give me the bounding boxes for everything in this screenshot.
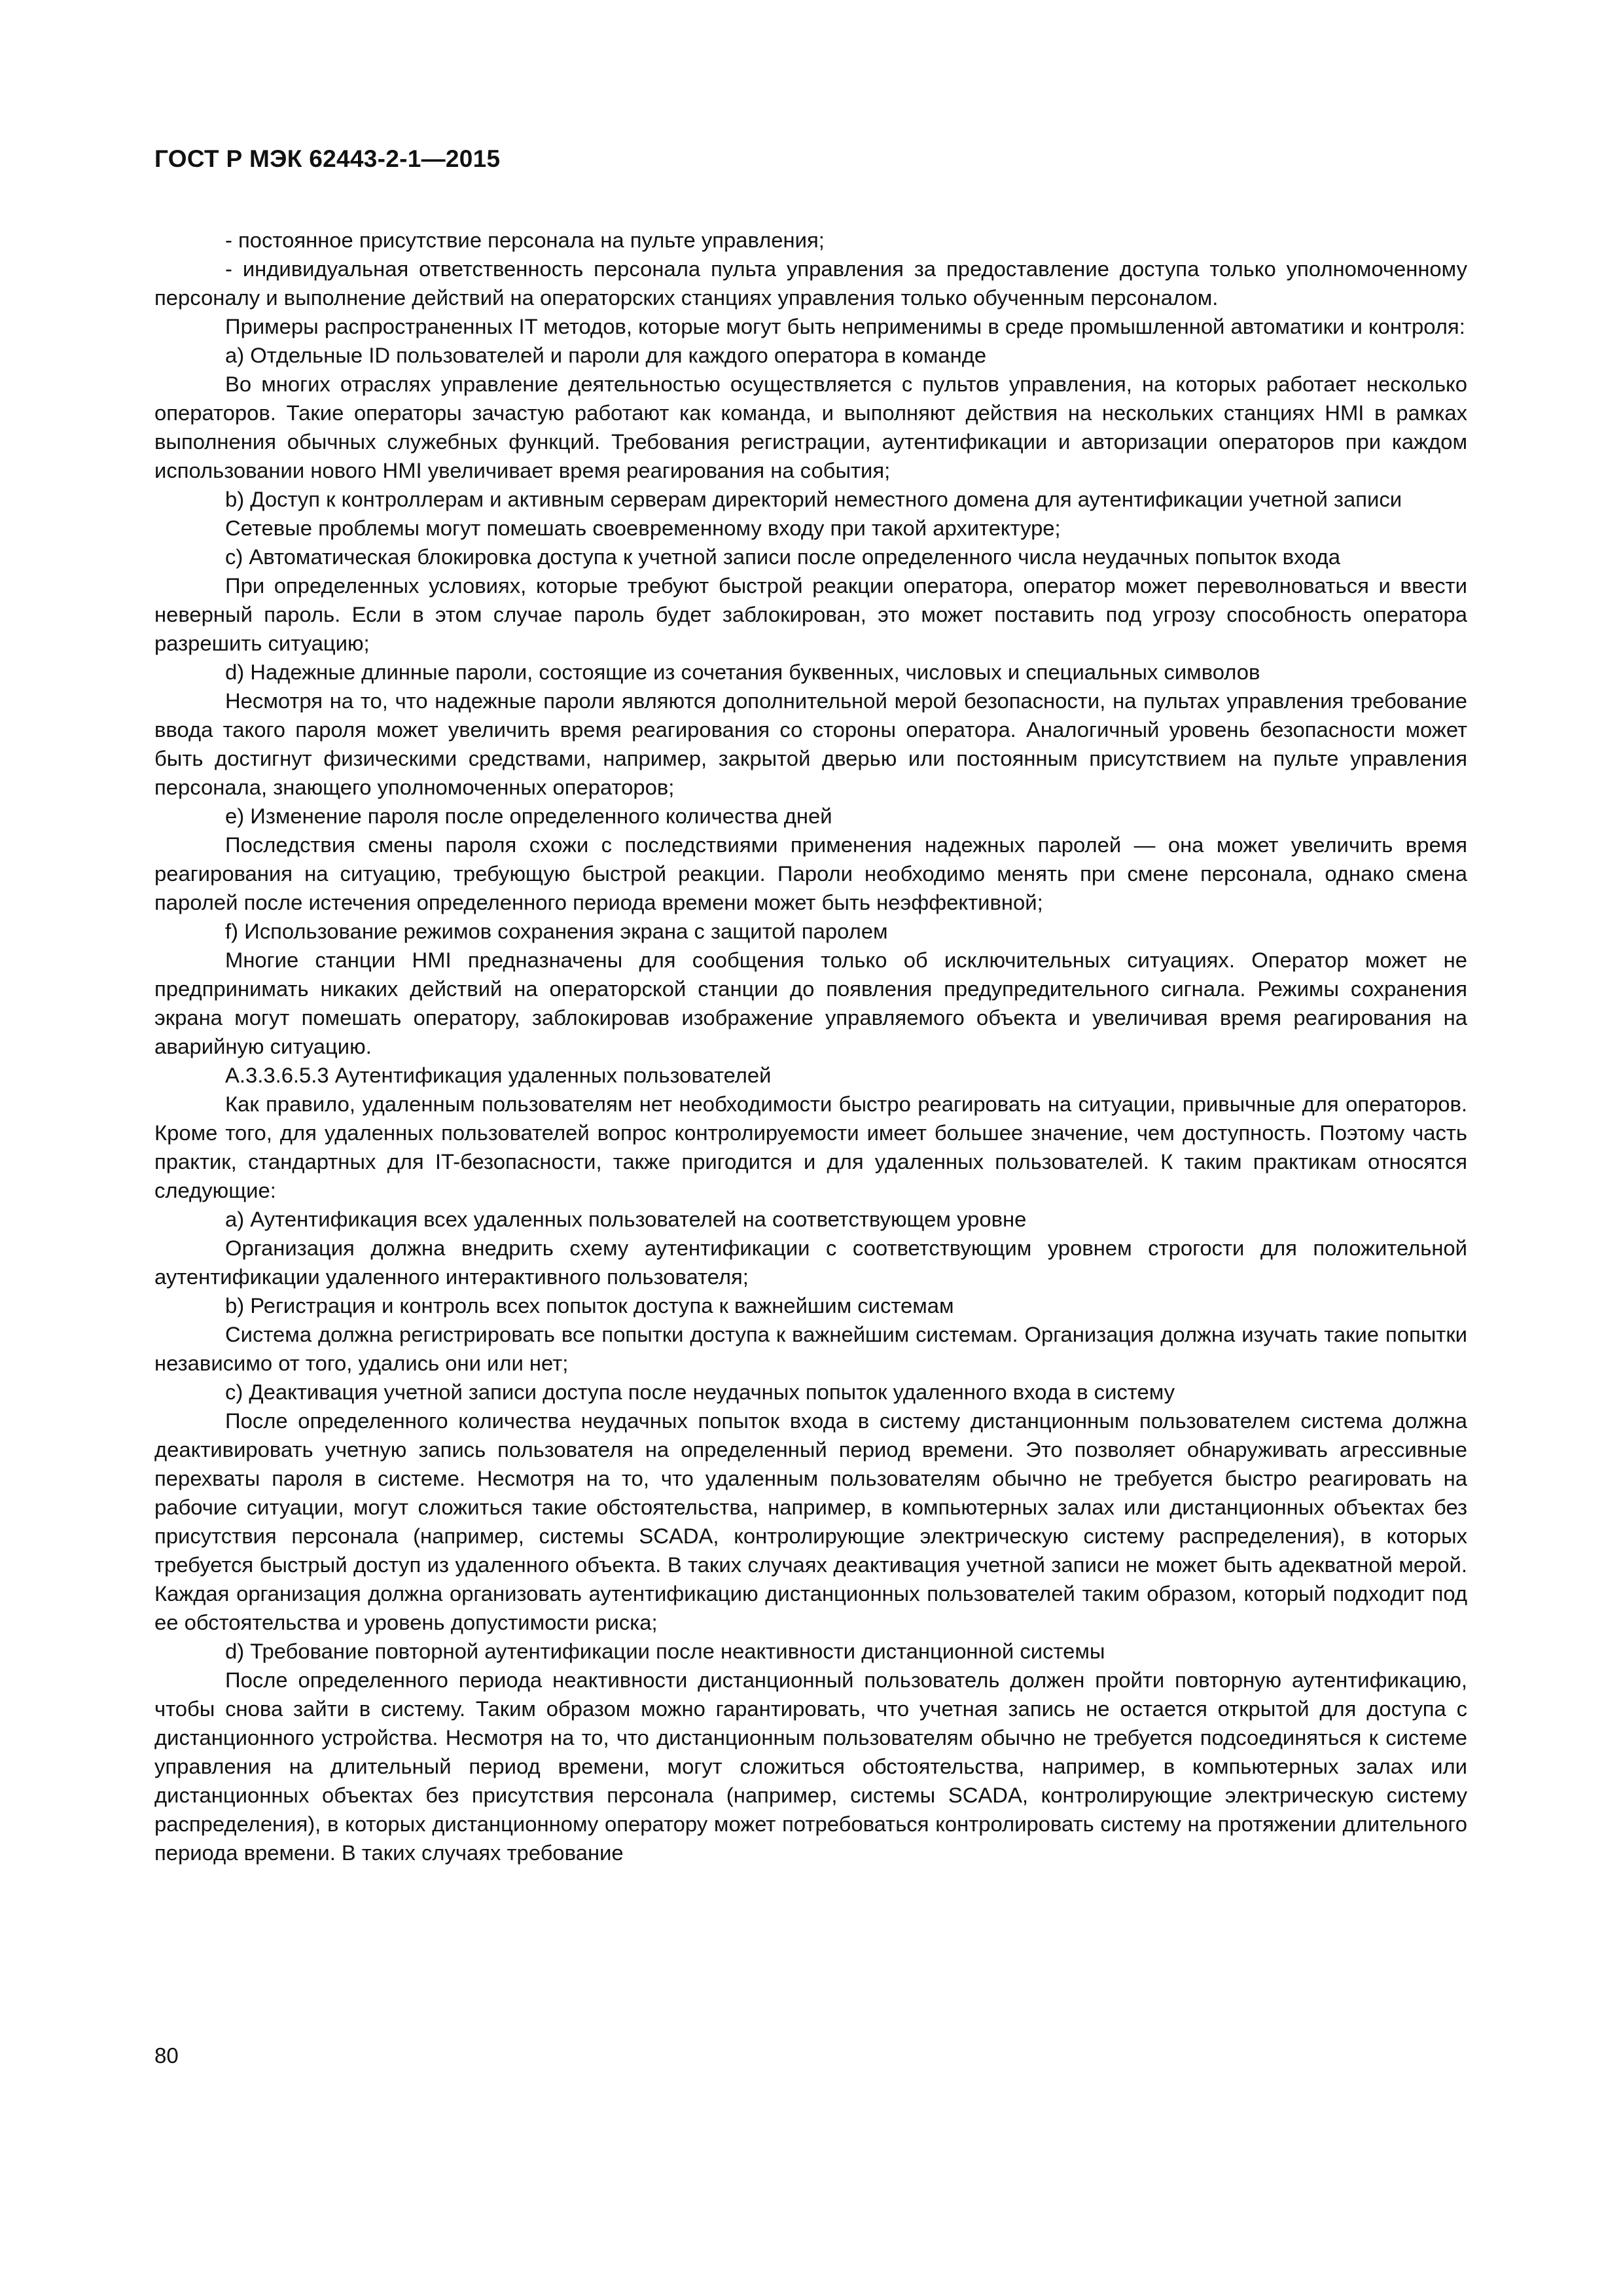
paragraph: Сетевые проблемы могут помешать своевременному входу при такой архитектуре; [225,516,1061,540]
section-heading: А.3.3.6.5.3 Аутентификация удаленных пользователей [225,1063,772,1087]
paragraph: Во многих отраслях управление деятельностью осуществляется с пультов управления, на которых работает несколько операторов. Такие операторы зачастую работают как команда, и выполняют действия на нескольких станциях HMI в рамках выполнения обычных служебных функций. Требования регистрации, аутентификации и авторизации операторов при каждом использовании нового HMI увеличивает время реагирования на события; [154,372,1467,482]
paragraph: - индивидуальная ответственность персонала пульта управления за предоставление доступа только уполномоченному персоналу и выполнение действий на операторских станциях управления только обученным персоналом. [154,257,1467,310]
paragraph: Последствия смены пароля схожи с последствиями применения надежных паролей — она может увеличить время реагирования на ситуацию, требующую быстрой реакции. Пароли необходимо менять при смене персонала, однако смена паролей после истечения определенного периода времени может быть неэффективной; [154,833,1467,914]
list-item-heading: b) Регистрация и контроль всех попыток доступа к важнейшим системам [225,1293,954,1318]
list-item-heading: е) Изменение пароля после определенного количества дней [225,804,832,828]
paragraph: Несмотря на то, что надежные пароли являются дополнительной мерой безопасности, на пультах управления требование ввода такого пароля может увеличить время реагирования со стороны оператора. Аналогичный уровень безопасности может быть достигнут физическими средствами, например, закрытой дверью или постоянным присутствием на пульте управления персонала, знающего уполномоченных операторов; [154,689,1467,799]
paragraph: Как правило, удаленным пользователям нет необходимости быстро реагировать на ситуации, привычные для операторов. Кроме того, для удаленных пользователей вопрос контролируемости имеет большее значение, чем доступность. Поэтому часть практик, стандартных для IT-безопасности, также пригодится и для удаленных пользователей. К таким практикам относятся следующие: [154,1092,1467,1202]
list-item-heading: d) Требование повторной аутентификации после неактивности дистанционной системы [225,1639,1105,1663]
paragraph: Примеры распространенных IT методов, которые могут быть неприменимы в среде промышленной автоматики и контроля: [225,314,1465,338]
list-item-heading: а) Аутентификация всех удаленных пользователей на соответствующем уровне [225,1207,1027,1231]
list-item-heading: с) Деактивация учетной записи доступа после неудачных попыток удаленного входа в систему [225,1380,1175,1404]
paragraph: Система должна регистрировать все попытки доступа к важнейшим системам. Организация должна изучать такие попытки независимо от того, удались они или нет; [154,1322,1467,1375]
list-item-heading: d) Надежные длинные пароли, состоящие из сочетания буквенных, числовых и специальных символов [225,660,1260,684]
list-item-heading: а) Отдельные ID пользователей и пароли для каждого оператора в команде [225,343,987,367]
paragraph: После определенного количества неудачных попыток входа в систему дистанционным пользователем система должна деактивировать учетную запись пользователя на определенный период времени. Это позволяет обнаруживать агрессивные перехваты пароля в системе. Несмотря на то, что удаленным пользователям обычно не требуется быстро реагировать на рабочие ситуации, могут сложиться такие обстоятельства, например, в компьютерных залах или дистанционных объектах без присутствия персонала (например, системы SCADA, контролирующие электрическую систему распределения), в которых требуется быстрый доступ из удаленного объекта. В таких случаях деактивация учетной записи не может быть адекватной мерой. Каждая организация должна организовать аутентификацию дистанционных пользователей таким образом, который подходит под ее обстоятельства и уровень допустимости риска; [154,1408,1467,1634]
document-body [154,226,1467,1867]
list-item-heading: b) Доступ к контроллерам и активным серверам директорий неместного домена для аутентификации учетной записи [225,487,1402,511]
page-number: 80 [154,2043,179,2068]
paragraph: После определенного периода неактивности дистанционный пользователь должен пройти повторную аутентификацию, чтобы снова зайти в систему. Таким образом можно гарантировать, что учетная запись не остается открытой для доступа с дистанционного устройства. Несмотря на то, что дистанционным пользователям обычно не требуется подсоединяться к системе управления на длительный период времени, могут сложиться обстоятельства, например, в компьютерных залах или дистанционных объектах без присутствия персонала (например, системы SCADA, контролирующие электрическую систему распределения), в которых дистанционному оператору может потребоваться контролировать систему на протяжении длительного периода времени. В таких случаях требование [154,1668,1467,1865]
paragraph: Многие станции HMI предназначены для сообщения только об исключительных ситуациях. Оператор может не предпринимать никаких действий на операторской станции до появления предупредительного сигнала. Режимы сохранения экрана могут помешать оператору, заблокировав изображение управляемого объекта и увеличивая время реагирования на аварийную ситуацию. [154,948,1467,1058]
paragraph: При определенных условиях, которые требуют быстрой реакции оператора, оператор может переволноваться и ввести неверный пароль. Если в этом случае пароль будет заблокирован, это может поставить под угрозу способность оператора разрешить ситуацию; [154,573,1467,655]
paragraph: - постоянное присутствие персонала на пульте управления; [225,228,825,252]
document-header: ГОСТ Р МЭК 62443-2-1—2015 [154,145,501,172]
list-item-heading: с) Автоматическая блокировка доступа к учетной записи после определенного числа неудачных попыток входа [225,545,1340,569]
list-item-heading: f) Использование режимов сохранения экрана с защитой паролем [225,919,888,943]
paragraph: Организация должна внедрить схему аутентификации с соответствующим уровнем строгости для положительной аутентификации удаленного интерактивного пользователя; [154,1236,1467,1289]
